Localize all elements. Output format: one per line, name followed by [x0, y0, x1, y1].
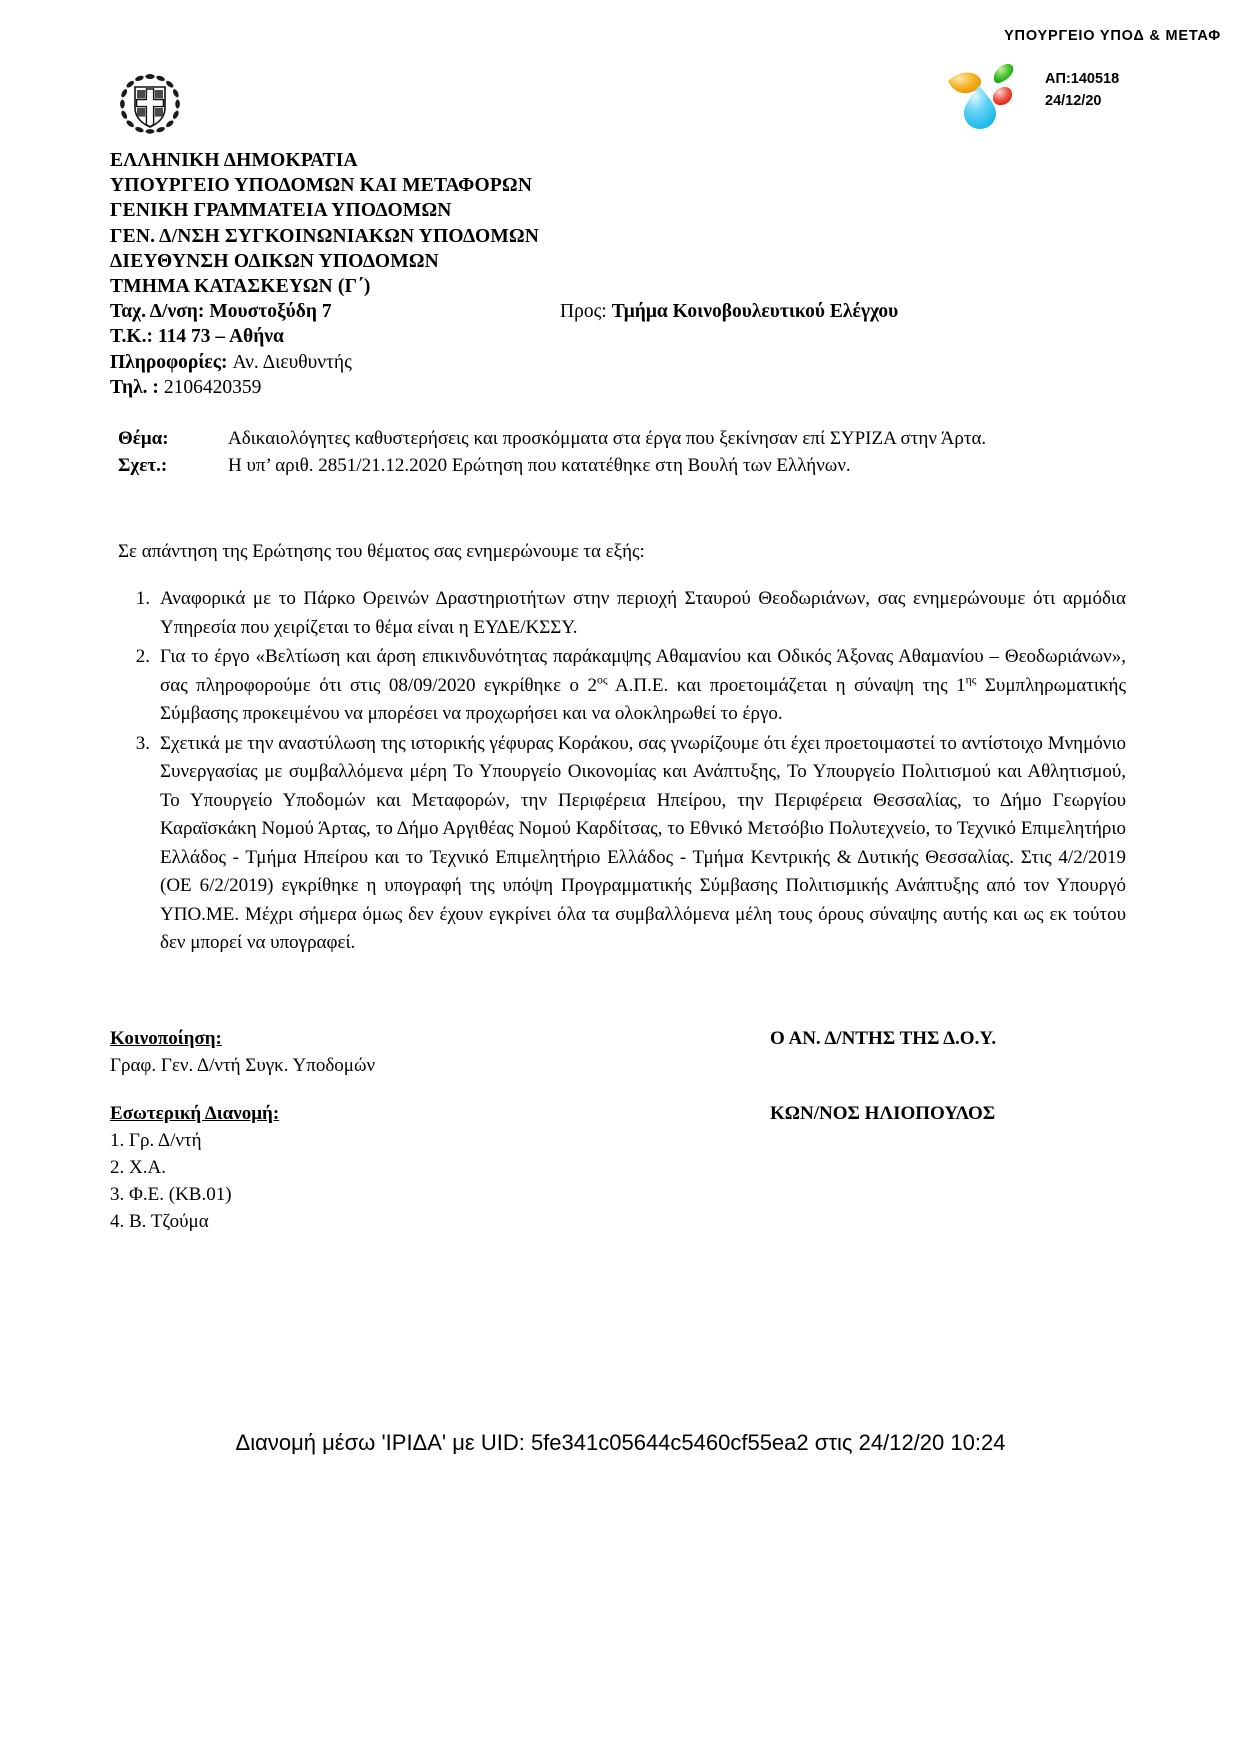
info-label: Πληροφορίες: [110, 351, 228, 373]
distribution-item: 3. Φ.Ε. (ΚΒ.01) [110, 1184, 232, 1205]
subject-block [118, 425, 1068, 479]
notification-column [110, 1025, 710, 1079]
letterhead-line-6: ΤΜΗΜΑ ΚΑΤΑΣΚΕΥΩΝ (Γ΄) [110, 276, 371, 298]
list-item-text: Για το έργο «Βελτίωση και άρση επικινδυνότητας παράκαμψης Αθαμανίου και Οδικός Άξονας Αθαμανίου – Θεοδωριάνων», σας πληροφορούμε ότι στις 08/09/2020 εγκρίθηκε ο $2^{o\varsigma}$ Α.Π.Ε. και προετοιμάζεται η σύναψη της $1^{\eta\varsigma}$ Συμπληρωματικής Σύμβασης προκειμένου να μπορέσει να προχωρήσει και να ολοκληρωθεί το έργο. [160, 646, 1126, 724]
water-droplets-logo-icon [945, 52, 1031, 130]
letterhead-line-5: ΔΙΕΥΘΥΝΣΗ ΟΔΙΚΩΝ ΥΠΟΔΟΜΩΝ [110, 250, 439, 272]
letterhead-line-2: ΥΠΟΥΡΓΕΙΟ ΥΠΟΔΟΜΩΝ ΚΑΙ ΜΕΤΑΦΟΡΩΝ [110, 175, 533, 197]
list-item [118, 585, 1126, 642]
stamp-meta [1045, 69, 1119, 113]
stamp-ministry-label: ΥΠΟΥΡΓΕΙΟ ΥΠΟΔ & ΜΕΤΑΦ [1004, 28, 1221, 44]
letterhead-line-1: ΕΛΛΗΝΙΚΗ ΔΗΜΟΚΡΑΤΙΑ [110, 150, 358, 171]
letterhead [110, 148, 1130, 400]
distribution-item: 2. Χ.Α. [110, 1157, 166, 1178]
body-list [118, 585, 1126, 959]
ministry-stamp [923, 28, 1223, 130]
recipient-value: Τμήμα Κοινοβουλευτικού Ελέγχου [611, 301, 899, 323]
address-row [110, 299, 1130, 324]
greek-coat-of-arms-icon [118, 72, 182, 136]
closing-block [110, 1025, 1130, 1079]
list-item-text: Αναφορικά με το Πάρκο Ορεινών Δραστηριοτήτων στην περιοχή Σταυρού Θεοδωριάνων, σας ενημερώνουμε ότι αρμόδια Υπηρεσία που χειρίζεται το θέμα είναι η ΕΥΔΕ/ΚΣΣΥ. [160, 588, 1126, 638]
recipient [560, 299, 898, 324]
notification-title: Κοινοποίηση: [110, 1028, 222, 1049]
signer-title-column [710, 1025, 1130, 1052]
signer-name: ΚΩΝ/ΝΟΣ ΗΛΙΟΠΟΥΛΟΣ [770, 1103, 996, 1124]
stamp-date: 24/12/20 [1045, 93, 1102, 109]
info-value: Αν. Διευθυντής [232, 351, 352, 373]
stamp-body [923, 52, 1223, 130]
postcode-label: Τ.Κ.: [110, 326, 153, 348]
reference-value: Η υπ’ αριθ. 2851/21.12.2020 Ερώτηση που κατατέθηκε στη Βουλή των Ελλήνων. [228, 455, 851, 476]
list-item-number: 1. [135, 588, 150, 609]
distribution-item: 4. Β. Τζούμα [110, 1211, 209, 1232]
address-label: Ταχ. Δ/νση: [110, 301, 205, 323]
distribution-title: Εσωτερική Διανομή: [110, 1103, 280, 1124]
distribution-item: 1. Γρ. Δ/ντή [110, 1130, 202, 1151]
list-item-text: Σχετικά με την αναστύλωση της ιστορικής γέφυρας Κοράκου, σας γνωρίζουμε ότι έχει προετοιμαστεί το αντίστοιχο Μνημόνιο Συνεργασίας με συμβαλλόμενα μέρη Το Υπουργείο Οικονομίας και Ανάπτυξης, Το Υπουργείο Πολιτισμού και Αθλητισμού, Το Υπουργείο Υποδομών και Μεταφορών, την Περιφέρεια Ηπείρου, την Περιφέρεια Θεσσαλίας, το Δήμο Γεωργίου Καραϊσκάκη Νομού Άρτας, το Δήμο Αργιθέας Νομού Καρδίτσας, το Εθνικό Μετσόβιο Πολυτεχνείο, το Τεχνικό Επιμελητήριο Ελλάδος - Τμήμα Ηπείρου και το Τεχνικό Επιμελητήριο Ελλάδος - Τμήμα Κεντρικής & Δυτικής Θεσσαλίας. Στις 4/2/2019 (ΟΕ 6/2/2019) εγκρίθηκε η υπογραφή της υπόψη Προγραμματικής Σύμβασης Πολιτισμικής Ανάπτυξης από τον Υπουργό ΥΠΟ.ΜΕ. Μέχρι σήμερα όμως δεν έχουν εγκρίνει όλα τα συμβαλλόμενα μέλη τους όρους σύναψης αυτής και ως εκ τούτου δεν μπορεί να υπογραφεί. [160, 732, 1126, 953]
phone-value: 2106420359 [163, 376, 262, 398]
notification-item: Γραφ. Γεν. Δ/ντή Συγκ. Υποδομών [110, 1055, 376, 1076]
distribution-footer: Διανομή μέσω 'ΙΡΙΔΑ' με UID: 5fe341c05644c5460cf55ea2 στις 24/12/20 10:24 [235, 1430, 1006, 1455]
theme-value: Αδικαιολόγητες καθυστερήσεις και προσκόμματα στα έργα που ξεκίνησαν επί ΣΥΡΙΖΑ στην Άρτα. [228, 428, 987, 449]
reference-label: Σχετ.: [118, 455, 168, 476]
list-item-number: 2. [135, 646, 150, 667]
notification-row [110, 1025, 1130, 1079]
info-row [110, 350, 1130, 375]
intro-paragraph: Σε απάντηση της Ερώτησης του θέματος σας ενημερώνουμε τα εξής: [118, 541, 645, 562]
phone-row [110, 375, 1130, 400]
theme-label: Θέμα: [118, 428, 169, 449]
letterhead-line-4: ΓΕΝ. Δ/ΝΣΗ ΣΥΓΚΟΙΝΩΝΙΑΚΩΝ ΥΠΟΔΟΜΩΝ [110, 225, 540, 247]
stamp-protocol-number: ΑΠ:140518 [1045, 71, 1120, 88]
list-item-number: 3. [135, 732, 150, 754]
letterhead-line-3: ΓΕΝΙΚΗ ΓΡΑΜΜΑΤΕΙΑ ΥΠΟΔΟΜΩΝ [110, 200, 452, 222]
reference-row [118, 452, 1068, 479]
signer-title: Ο ΑΝ. Δ/ΝΤΗΣ ΤΗΣ Δ.Ο.Υ. [770, 1028, 997, 1049]
phone-label: Τηλ. : [110, 376, 159, 398]
signer-name-block [770, 1100, 995, 1127]
postcode-value: 114 73 – Αθήνα [157, 326, 284, 348]
address-value: Μουστοξύδη 7 [209, 301, 332, 323]
list-item [118, 730, 1126, 958]
theme-row [118, 425, 1068, 452]
postcode-row [110, 324, 1130, 349]
recipient-label: Προς: [560, 301, 607, 323]
list-item [118, 643, 1126, 729]
